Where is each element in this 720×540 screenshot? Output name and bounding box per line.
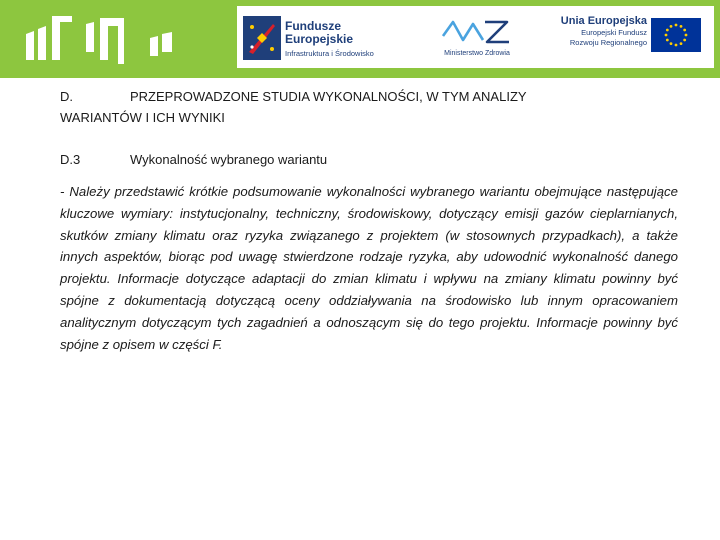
eu-star-icon — [665, 34, 668, 37]
eu-star-icon — [675, 44, 678, 47]
eu-star-icon — [670, 42, 673, 45]
eu-star-icon — [685, 34, 688, 37]
subsection-heading — [60, 151, 620, 169]
header-band — [0, 0, 720, 78]
subsection-title: Wykonalność wybranego wariantu — [130, 152, 328, 167]
ministerstwo-zdrowia-logo — [433, 10, 521, 64]
ue-logo-line3: Rozwoju Regionalnego — [569, 38, 647, 47]
eu-star-icon — [680, 25, 683, 28]
unia-europejska-text — [533, 14, 647, 48]
eu-star-icon — [683, 29, 686, 32]
eu-star-icon — [670, 25, 673, 28]
fe-logo-line2: Europejskie — [285, 32, 354, 46]
eu-star-icon — [680, 42, 683, 45]
logo-strip — [237, 6, 714, 68]
eu-star-icon — [666, 29, 669, 32]
fe-emblem-icon — [243, 16, 281, 60]
section-heading — [60, 86, 620, 128]
fe-logo-line1: Fundusze — [285, 19, 341, 33]
decorative-blocks-icon — [0, 0, 230, 78]
body-paragraph: - Należy przedstawić krótkie podsumowanie wykonalności wybranego wariantu obejmujące następujące kluczowe wymiary: instytucjonalny, techniczny, środowiskowy, dotyczący emisji gazów cieplarnianych, skutków zmiany klimatu oraz ryzyka związanego z projektem (w stosownych przypadkach), a także innych aspektów, biorąc pod uwagę stwierdzone rodzaje ryzyka, aby udowodnić wykonalność danego projektu. Informacje dotyczące adaptacji do zmian klimatu i wpływu na zmiany klimatu powinny być spójne z dokumentacją dotyczącą oceny oddziaływania na środowisko lub innym opracowaniem analitycznym dotyczącym tych zagadnień a odnoszącym się do tego projektu. Informacje powinny być spójne z opisem w części F. — [60, 184, 678, 352]
ue-logo-line2: Europejski Fundusz — [581, 28, 647, 37]
section-title-line1: PRZEPROWADZONE STUDIA WYKONALNOŚCI, W TYM ANALIZY — [130, 89, 527, 104]
eu-star-icon — [666, 39, 669, 42]
ue-logo-line1: Unia Europejska — [560, 15, 647, 27]
mz-mark-icon — [441, 16, 511, 46]
eu-star-icon — [683, 39, 686, 42]
fe-logo-line3: Infrastruktura i Środowisko — [285, 49, 374, 58]
eu-star-icon — [675, 24, 678, 27]
subsection-number: D.3 — [60, 152, 81, 167]
fundusze-europejskie-logo — [243, 12, 423, 64]
section-number: D. — [60, 89, 73, 104]
eu-flag-icon — [651, 18, 701, 52]
mz-logo-caption: Ministerstwo Zdrowia — [444, 50, 510, 57]
section-title-line2: WARIANTÓW I ICH WYNIKI — [60, 110, 225, 125]
